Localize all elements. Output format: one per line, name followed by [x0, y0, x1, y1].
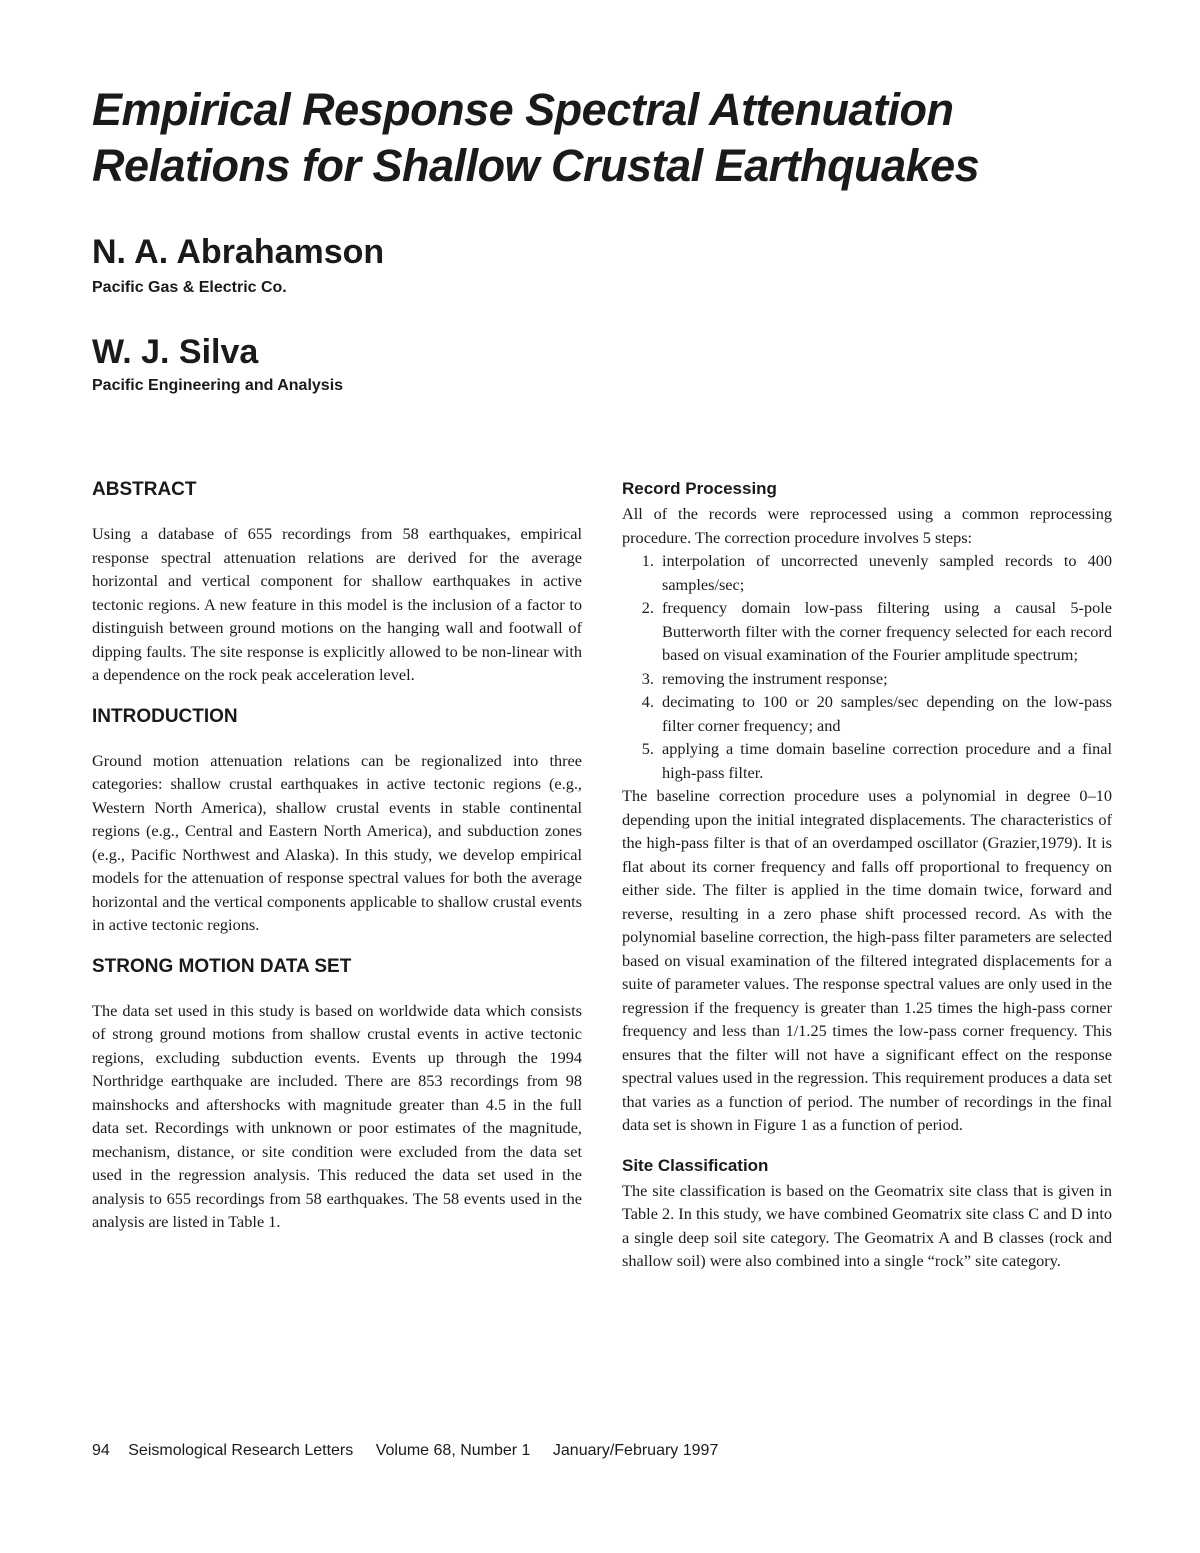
author-1-name: N. A. Abrahamson [92, 233, 385, 271]
issue-date: January/February 1997 [552, 1442, 719, 1459]
record-processing-intro: All of the records were reprocessed using a common reprocessing procedure. The correction procedure involves 5 steps: [622, 504, 1112, 547]
author-2-affiliation: Pacific Engineering and Analysis [92, 377, 344, 394]
author-2-name: W. J. Silva [92, 333, 259, 371]
site-classification-heading: Site Classification [622, 1155, 769, 1175]
list-item: 3. removing the instrument response; [658, 667, 1112, 691]
abstract-heading: ABSTRACT [92, 479, 197, 500]
right-column [622, 478, 1112, 1273]
list-item: 4. decimating to 100 or 20 samples/sec depending on the low-pass filter corner frequency; and [658, 690, 1112, 737]
paper-title [92, 82, 1132, 194]
left-column [92, 478, 582, 1234]
site-classification-text: The site classification is based on the Geomatrix site class that is given in Table 2. In this study, we have combined Geomatrix site class C and D into a single deep soil site category. The Geomatrix A and B classes (rock and shallow soil) were also combined into a single “rock” site category. [622, 1180, 1112, 1270]
list-item: 2. frequency domain low-pass filtering using a causal 5-pole Butterworth filter with the corner frequency selected for each record based on visual examination of the Fourier amplitude spectrum; [658, 596, 1112, 667]
introduction-heading: INTRODUCTION [92, 705, 238, 727]
title-line-2: Relations for Shallow Crustal Earthquakes [92, 140, 980, 191]
processing-steps-list [622, 549, 1112, 784]
journal-volume: Volume 68, Number 1 [375, 1442, 531, 1459]
list-item: 1. interpolation of uncorrected unevenly sampled records to 400 samples/sec; [658, 549, 1112, 596]
list-item: 5. applying a time domain baseline correction procedure and a final high-pass filter. [658, 737, 1112, 784]
title-line-1: Empirical Response Spectral Attenuation [92, 84, 954, 135]
abstract-text: Using a database of 655 recordings from 58 earthquakes, empirical response spectral attenuation relations are derived for the average horizontal and vertical component for shallow earthquakes in active tectonic regions. A new feature in this model is the inclusion of a factor to distinguish between ground motions on the hanging wall and footwall of dipping faults. The site response is explicitly allowed to be non-linear with a dependence on the rock peak acceleration level. [92, 524, 582, 684]
page-number: 94 [92, 1442, 110, 1459]
page-footer [92, 1440, 1092, 1462]
record-processing-text: The baseline correction procedure uses a polynomial in degree 0–10 depending upon the initial integrated displacements. The characteristics of the high-pass filter is that of an overdamped oscillator (Grazier,1979). It is flat about its corner frequency and falls off proportional to frequency on either side. The filter is applied in the time domain twice, forward and reverse, resulting in a zero phase shift processed record. As with the polynomial baseline correction, the high-pass filter parameters are selected based on visual examination of the filtered integrated displacements for a suite of parameter values. The response spectral values are only used in the regression if the frequency is greater than 1.25 times the high-pass corner frequency and less than 1/1.25 times the low-pass corner frequency. This ensures that the filter will not have a significant effect on the response spectral values used in the regression. This requirement produces a data set that varies as a function of period. The number of recordings in the final data set is shown in Figure 1 as a function of period. [622, 786, 1112, 1134]
introduction-text: Ground motion attenuation relations can be regionalized into three categories: shallow crustal earthquakes in active tectonic regions (e.g., Western North America), shallow crustal events in stable continental regions (e.g., Central and Eastern North America), and subduction zones (e.g., Pacific Northwest and Alaska). In this study, we develop empirical models for the attenuation of response spectral values for both the average horizontal and the vertical components applicable to shallow crustal events in active tectonic regions. [92, 750, 582, 934]
record-processing-heading: Record Processing [622, 479, 777, 498]
author-1-affiliation: Pacific Gas & Electric Co. [92, 279, 287, 296]
dataset-text: The data set used in this study is based on worldwide data which consists of strong ground motions from shallow crustal events in active tectonic regions, excluding subduction events. Events up through the 1994 Northridge earthquake are included. There are 853 recordings from 98 mainshocks and aftershocks with magnitude greater than 4.5 in the full data set. Recordings with unknown or poor estimates of the magnitude, mechanism, distance, or site condition were excluded from the data set used in the regression analysis. This reduced the data set used in the analysis to 655 recordings from 58 earthquakes. The 58 events used in the analysis are listed in Table 1. [92, 1000, 582, 1231]
dataset-heading: STRONG MOTION DATA SET [92, 955, 352, 977]
journal-name: Seismological Research Letters [128, 1442, 354, 1459]
